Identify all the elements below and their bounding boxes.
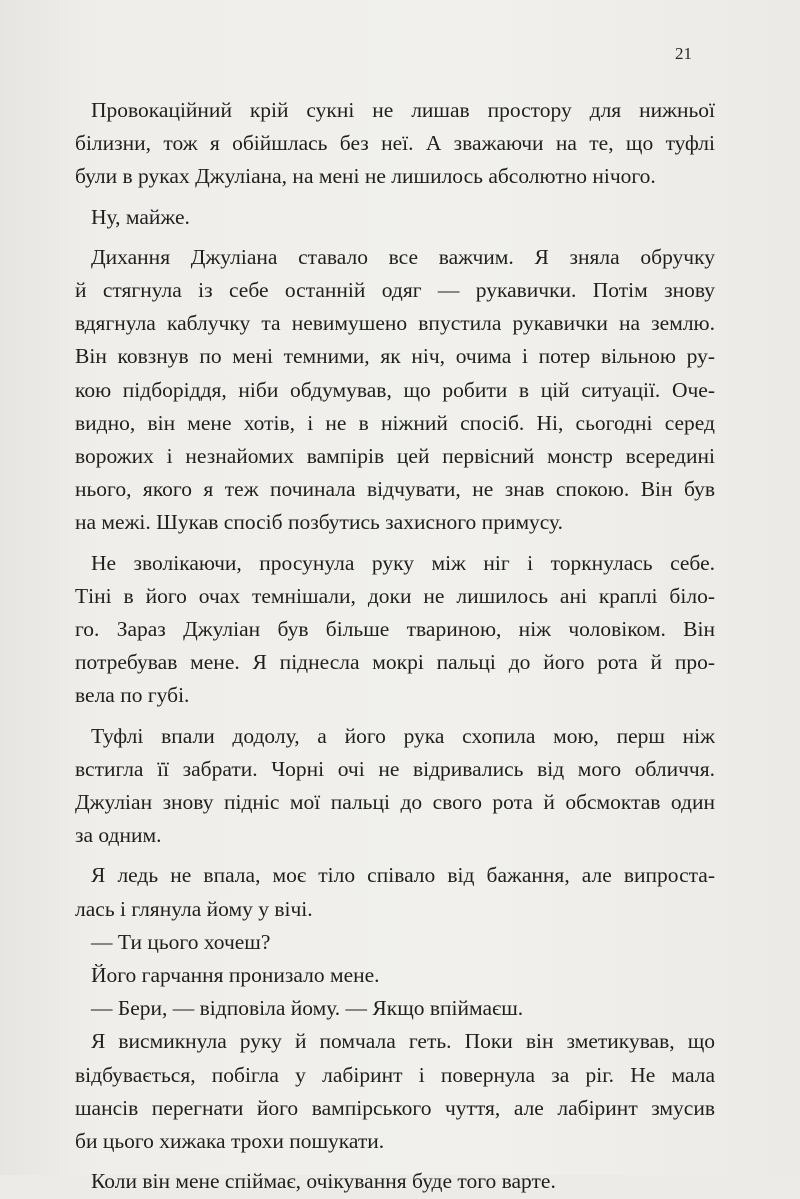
text-line: Не зволікаючи, просунула руку між ніг і торкнулась себе. — [91, 550, 715, 575]
text-line: Коли він мене спіймає, очікування буде того варте. — [91, 1169, 556, 1194]
text-line: на межі. Шукав спосіб позбутись захисного примусу. — [75, 510, 564, 535]
text-line: за одним. — [75, 823, 162, 848]
text-line: встигла її забрати. Чорні очі не відривались від мого обличчя. — [75, 756, 715, 781]
paragraph — [75, 1165, 715, 1198]
text-line: ворожих і незнайомих вампірів цей первісний монстр всередині — [75, 444, 715, 469]
body-text — [75, 94, 715, 1199]
text-line: потребував мене. Я піднесла мокрі пальці до його рота й про- — [75, 650, 715, 675]
paragraph — [75, 201, 715, 234]
text-line: — Бери, — відповіла йому. — Якщо впіймаєш. — [91, 996, 524, 1021]
text-line: відбувається, побігла у лабіринт і повернула за ріг. Не мала — [75, 1062, 715, 1087]
text-line: білизни, тож я обійшлась без неї. А зважаючи на те, що туфлі — [75, 131, 715, 156]
text-line: шансів перегнати його вампірського чуття, але лабіринт змусив — [75, 1095, 715, 1120]
text-line: нього, якого я теж починала відчувати, не знав спокою. Він був — [75, 477, 715, 502]
paragraph — [75, 859, 715, 925]
text-line: Я висмикнула руку й помчала геть. Поки він зметикував, що — [91, 1029, 715, 1054]
text-line: були в руках Джуліана, на мені не лишилось абсолютно нічого. — [75, 164, 656, 189]
paragraph — [75, 926, 715, 959]
text-line: видно, він мене хотів, і не в ніжний спосіб. Ні, сьогодні серед — [75, 410, 715, 435]
paragraph — [75, 241, 715, 540]
paragraph — [75, 720, 715, 853]
text-line: — Ти цього хочеш? — [91, 929, 271, 954]
text-line: Провокаційний крій сукні не лишав простору для нижньої — [91, 98, 715, 122]
page-number: 21 — [675, 44, 692, 63]
text-line: Тіні в його очах темнішали, доки не лишилось ані краплі біло- — [75, 583, 715, 608]
paragraph — [75, 959, 715, 992]
text-line: Туфлі впали додолу, а його рука схопила мою, перш ніж — [91, 723, 715, 748]
paragraph — [75, 1025, 715, 1158]
text-line: Дихання Джуліана ставало все важчим. Я зняла обручку — [91, 244, 715, 269]
text-line: й стягнула із себе останній одяг — рукавички. Потім знову — [75, 278, 715, 303]
paragraph — [75, 992, 715, 1025]
text-line: вела по губі. — [75, 683, 190, 708]
text-line: кою підборіддя, ніби обдумував, що робити в цій ситуації. Оче- — [75, 377, 715, 402]
text-line: Я ледь не впала, моє тіло співало від бажання, але випроста- — [91, 863, 715, 888]
paragraph — [75, 94, 715, 194]
text-line: Його гарчання пронизало мене. — [91, 963, 380, 988]
paragraph — [75, 547, 715, 713]
text-line: Ну, майже. — [91, 204, 190, 229]
text-line: лась і глянула йому у вічі. — [75, 896, 313, 921]
text-line: го. Зараз Джуліан був більше твариною, ніж чоловіком. Він — [75, 617, 715, 642]
text-line: Джуліан знову підніс мої пальці до свого рота й обсмоктав один — [75, 790, 715, 815]
text-line: вдягнула каблучку та невимушено впустила рукавички на землю. — [75, 311, 715, 336]
text-line: би цього хижака трохи пошукати. — [75, 1129, 385, 1154]
text-line: Він ковзнув по мені темними, як ніч, очима і потер вільною ру- — [75, 344, 715, 369]
